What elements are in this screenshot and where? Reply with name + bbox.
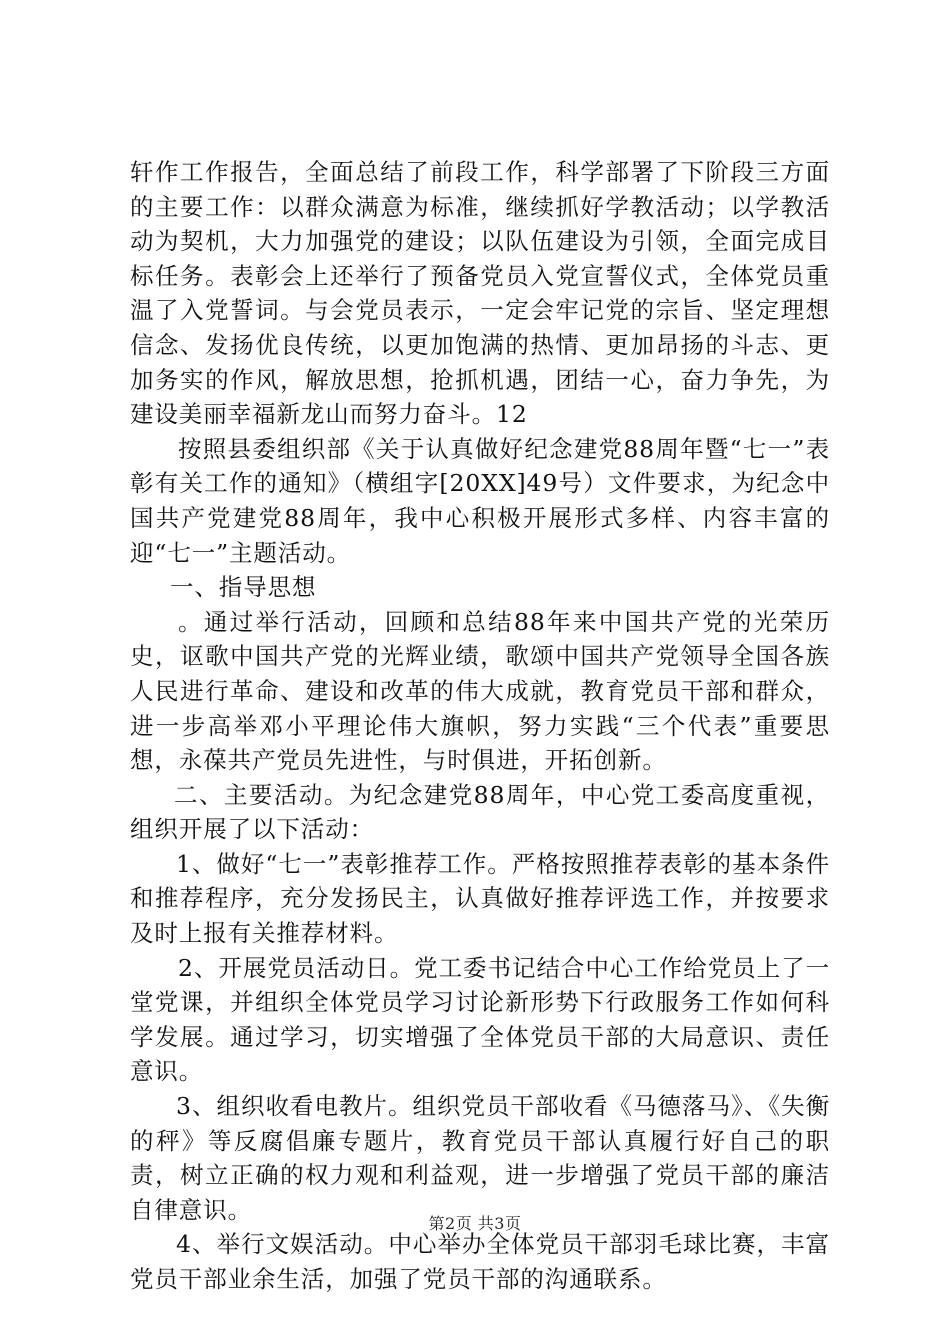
paragraph-intro: 按照县委组织部《关于认真做好纪念建党88周年暨“七一”表彰有关工作的通知》（横组字[20XX]49号）文件要求，为纪念中国共产党建党88周年，我中心积极开展形式多样、内容丰富的迎“七一”主题活动。 [130,434,830,567]
list-item-activity-3: 3、组织收看电教片。组织党员干部收看《马德落马》、《失衡的秤》等反腐倡廉专题片，教育党员干部认真履行好自己的职责，树立正确的权力观和利益观，进一步增强了党员干部的廉洁自律意识。 [130,1092,830,1224]
page-footer: 第2页 共3页 [428,1214,522,1233]
list-item-activity-4: 4、举行文娱活动。中心举办全体党员干部羽毛球比赛，丰富党员干部业余生活，加强了党员干部的沟通联系。 [130,1230,830,1293]
document-body [130,155,830,1297]
paragraph-main-activities: 二、主要活动。为纪念建党88周年，中心党工委高度重视，组织开展了以下活动： [130,780,830,844]
paragraph-guiding-thought: 。通过举行活动，回顾和总结88年来中国共产党的光荣历史，讴歌中国共产党的光辉业绩，歌颂中国共产党领导全国各族人民进行革命、建设和改革的伟大成就，教育党员干部和群众，进一步高举邓小平理论伟大旗帜，努力实践“三个代表”重要思想，永葆共产党员先进性，与时俱进，开拓创新。 [130,607,830,775]
section-heading-guiding-thought: 一、指导思想 [170,573,317,602]
paragraph-continuation: 轩作工作报告，全面总结了前段工作，科学部署了下阶段三方面的主要工作：以群众满意为标准，继续抓好学教活动；以学教活动为契机，大力加强党的建设；以队伍建设为引领，全面完成目标任务。表彰会上还举行了预备党员入党宣誓仪式，全体党员重温了入党誓词。与会党员表示，一定会牢记党的宗旨、坚定理想信念、发扬优良传统，以更加饱满的热情、更加昂扬的斗志、更加务实的作风，解放思想，抢抓机遇，团结一心，奋力争先，为建设美丽幸福新龙山而努力奋斗。12 [130,158,830,429]
list-item-activity-1: 1、做好“七一”表彰推荐工作。严格按照推荐表彰的基本条件和推荐程序，充分发扬民主，认真做好推荐评选工作，并按要求及时上报有关推荐材料。 [130,849,830,948]
list-item-activity-2: 2、开展党员活动日。党工委书记结合中心工作给党员上了一堂党课，并组织全体党员学习讨论新形势下行政服务工作如何科学发展。通过学习，切实增强了全体党员干部的大局意识、责任意识。 [130,953,830,1086]
